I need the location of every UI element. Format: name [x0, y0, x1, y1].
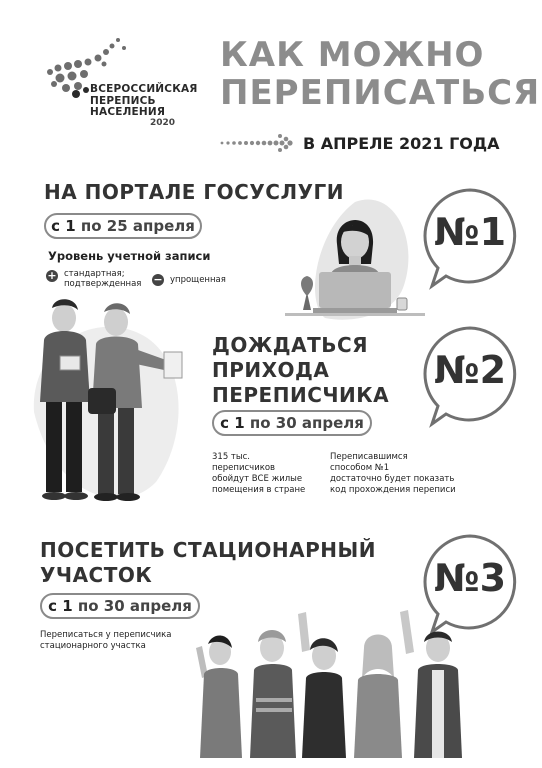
section2-note-left-line-4: помещения в стране [212, 485, 306, 495]
logo-line-1: ВСЕРОССИЙСКАЯ [90, 83, 198, 95]
census-date: В АПРЕЛЕ 2021 ГОДА [303, 134, 500, 153]
section2-note-left [212, 452, 324, 496]
section3-date-pill [40, 593, 200, 619]
page-title [220, 35, 541, 113]
section3-title-line-2: УЧАСТОК [40, 563, 153, 587]
section1-title: НА ПОРТАЛЕ ГОСУСЛУГИ [44, 180, 344, 204]
section2-title-line-1: ДОЖДАТЬСЯ [212, 333, 369, 357]
section2-note-left-line-1: 315 тыс. [212, 452, 250, 462]
section2-note-right [330, 452, 490, 496]
section1-pill-from: с 1 [51, 217, 76, 235]
account-level-label: Уровень учетной записи [48, 249, 211, 263]
dotted-arrow-icon [218, 133, 308, 153]
account-minus-label: упрощенная [170, 275, 226, 285]
section2-title-line-2: ПРИХОДА [212, 358, 330, 382]
section1-date-pill [44, 213, 202, 239]
section2-note-right-line-3: достаточно будет показать [330, 474, 455, 484]
plus-icon: + [47, 269, 57, 282]
woman-laptop-illustration [285, 192, 425, 324]
logo-line-3: НАСЕЛЕНИЯ [90, 106, 166, 118]
section2-title-line-3: ПЕРЕПИСЧИКА [212, 383, 390, 407]
page-title-line-1: КАК МОЖНО [220, 35, 485, 75]
section2-note-right-line-1: Переписавшимся [330, 452, 408, 462]
section2-title [212, 333, 389, 408]
page-title-line-2: ПЕРЕПИСАТЬСЯ [220, 73, 541, 113]
section2-pill-to: по 30 апреля [249, 414, 364, 432]
logo-text [90, 84, 198, 119]
section3-pill-from: с 1 [48, 597, 73, 615]
section1-pill-to: по 25 апреля [80, 217, 195, 235]
method-number-3: №3 [433, 556, 507, 600]
section3-title [40, 538, 376, 588]
section2-note-right-line-2: способом №1 [330, 463, 390, 473]
section2-pill-from: с 1 [220, 414, 245, 432]
section2-note-left-line-3: обойдут ВСЕ жилые [212, 474, 303, 484]
logo-line-2: ПЕРЕПИСЬ [90, 94, 156, 107]
section3-pill-to: по 30 апреля [77, 597, 192, 615]
minus-icon: − [153, 273, 163, 286]
group-of-people-illustration [180, 608, 510, 758]
account-plus-label: стандартная; подтвержденная [64, 269, 142, 289]
section3-title-line-1: ПОСЕТИТЬ СТАЦИОНАРНЫЙ [40, 538, 376, 562]
method-number-2: №2 [433, 348, 507, 392]
logo-year: 2020 [150, 118, 176, 128]
method-number-1: №1 [433, 210, 507, 254]
section3-note-line-1: Переписаться у переписчика [40, 630, 172, 640]
section2-note-right-line-4: код прохождения переписи [330, 485, 456, 495]
section2-date-pill [212, 410, 372, 436]
section3-note-line-2: стационарного участка [40, 641, 146, 651]
enumerator-men-illustration [26, 292, 191, 514]
section2-note-left-line-2: переписчиков [212, 463, 276, 473]
